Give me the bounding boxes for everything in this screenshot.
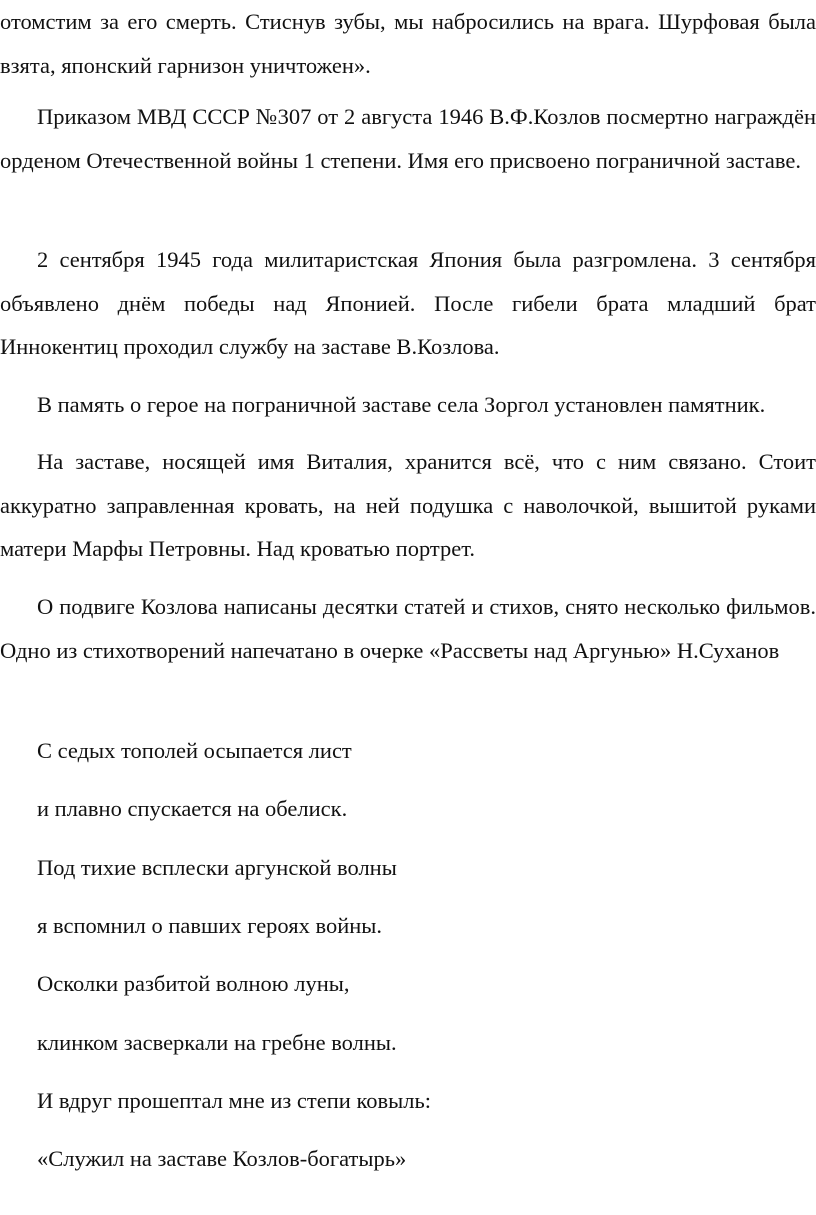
paragraph-outpost-memorial-room: На заставе, носящей имя Виталия, хранится всё, что с ним связано. Стоит аккуратно заправленная кровать, на ней подушка с наволочкой, вышитой руками матери Марфы Петровны. Над кроватью портрет. (0, 449, 816, 561)
paragraph-feat-publications: О подвиге Козлова написаны десятки статей и стихов, снято несколько фильмов. Одно из стихотворений напечатано в очерке «Рассветы над Аргунью» Н.Суханов (0, 594, 816, 663)
poem-line: Осколки разбитой волною луны, (37, 971, 350, 996)
paragraph-monument: В память о герое на пограничной заставе села Зоргол установлен памятник. (37, 392, 766, 417)
poem-line: И вдруг прошептал мне из степи ковыль: (37, 1088, 431, 1113)
paragraph-continuation: отомстим за его смерть. Стиснув зубы, мы набросились на врага. Шурфовая была взята, японский гарнизон уничтожен». (0, 9, 816, 78)
poem-line: и плавно спускается на обелиск. (37, 796, 348, 821)
poem-line: клинком засверкали на гребне волны. (37, 1030, 397, 1055)
paragraph-award-decree: Приказом МВД СССР №307 от 2 августа 1946 В.Ф.Козлов посмертно награждён орденом Отечественной войны 1 степени. Имя его присвоено пограничной заставе. (0, 104, 816, 173)
poem-line: С седых тополей осыпается лист (37, 738, 352, 763)
poem-line: «Служил на заставе Козлов-богатырь» (37, 1146, 407, 1171)
poem-line: я вспомнил о павших героях войны. (37, 913, 383, 938)
paragraph-victory-over-japan: 2 сентября 1945 года милитаристская Япония была разгромлена. 3 сентября объявлено днём победы над Японией. После гибели брата младший брат Иннокентиц проходил службу на заставе В.Козлова. (0, 247, 816, 359)
poem-line: Под тихие всплески аргунской волны (37, 855, 397, 880)
